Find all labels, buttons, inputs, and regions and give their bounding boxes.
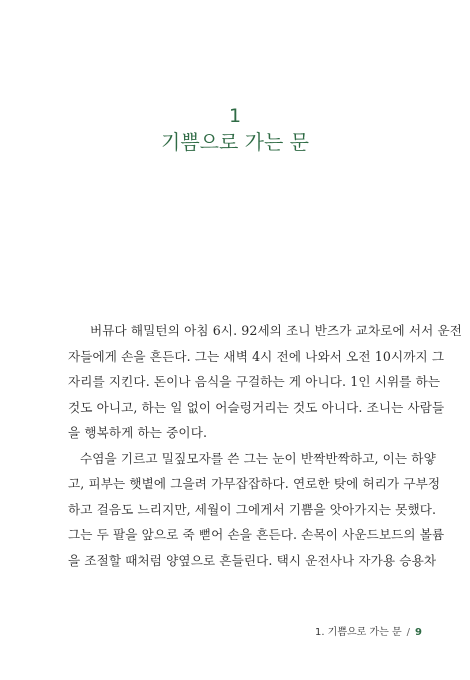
text-line: 하고 걸음도 느리지만, 세월이 그에게서 기쁨을 앗아가지는 못했다. [68,501,437,517]
chapter-title: 기쁨으로 가는 문 [161,130,309,154]
chapter-number: 1 [228,105,242,127]
footer-separator: / [406,627,411,638]
text-line: 자들에게 손을 흔든다. 그는 새벽 4시 전에 나와서 오전 10시까지 그 [68,348,445,364]
body-text [68,318,463,573]
text-line: 것도 아니고, 하는 일 없이 어슬렁거리는 것도 아니다. 조니는 사람들 [68,399,445,415]
text-line: 고, 피부는 햇볕에 그을려 가무잡잡하다. 연로한 탓에 허리가 구부정 [68,476,441,491]
text-line: 버뮤다 해밀턴의 아침 6시. 92세의 조니 반즈가 교차로에 서서 운전 [90,323,463,338]
text-line: 자리를 지킨다. 돈이나 음식을 구걸하는 게 아니다. 1인 시위를 하는 [68,374,441,389]
running-footer [315,626,422,640]
text-line: 을 조절할 때처럼 양옆으로 흔들린다. 택시 운전사나 자가용 승용차 [68,552,437,568]
page-number: 9 [415,627,422,638]
text-line: 을 행복하게 하는 중이다. [68,425,208,440]
paragraph-2 [68,446,445,574]
text-line: 그는 두 팔을 앞으로 죽 뻗어 손을 흔든다. 손목이 사운드보드의 볼륨 [68,527,445,542]
text-line: 수염을 기르고 밀짚모자를 쓴 그는 눈이 반짝반짝하고, 이는 하얗 [80,450,436,466]
paragraph-1 [68,318,463,446]
footer-chapter-label: 1. 기쁨으로 가는 문 [314,627,402,638]
